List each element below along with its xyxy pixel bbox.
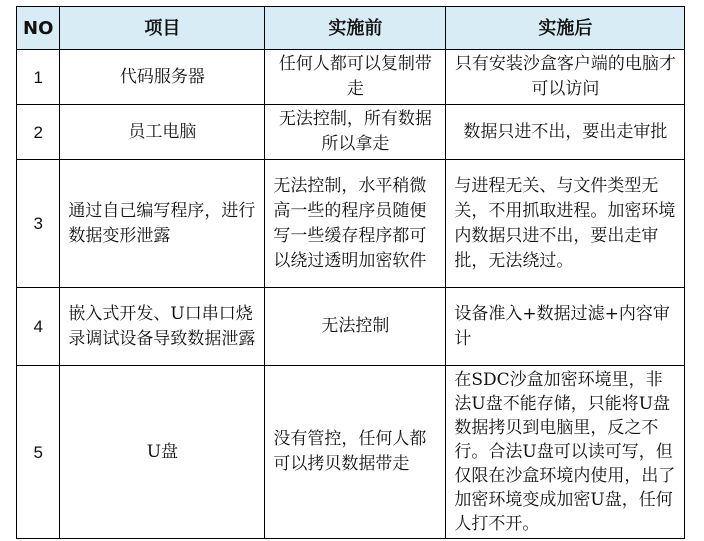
row-no: 1 bbox=[17, 50, 60, 105]
row-after: 与进程无关、与文件类型无关，不用抓取进程。加密环境内数据只进不出，要出走审批，无法绕过。 bbox=[446, 160, 685, 288]
row-before: 任何人都可以复制带走 bbox=[265, 50, 446, 105]
row-item: 嵌入式开发、U口串口烧录调试设备导致数据泄露 bbox=[60, 288, 265, 366]
table-row bbox=[17, 288, 685, 366]
row-before: 没有管控，任何人都可以拷贝数据带走 bbox=[265, 366, 446, 539]
row-before: 无法控制，所有数据所以拿走 bbox=[265, 105, 446, 160]
row-before: 无法控制 bbox=[265, 288, 446, 366]
row-item: U盘 bbox=[60, 366, 265, 539]
header-after: 实施后 bbox=[446, 7, 685, 50]
row-after: 数据只进不出，要出走审批 bbox=[446, 105, 685, 160]
row-before: 无法控制，水平稍微高一些的程序员随便写一些缓存程序都可以绕过透明加密软件 bbox=[265, 160, 446, 288]
row-no: 3 bbox=[17, 160, 60, 288]
row-after: 在SDC沙盒加密环境里，非法U盘不能存储，只能将U盘数据拷贝到电脑里，反之不行。合法U盘可以读可写，但仅限在沙盒环境内使用，出了加密环境变成加密U盘，任何人打不开。 bbox=[446, 366, 685, 539]
row-no: 2 bbox=[17, 105, 60, 160]
header-before: 实施前 bbox=[265, 7, 446, 50]
row-item: 员工电脑 bbox=[60, 105, 265, 160]
row-no: 5 bbox=[17, 366, 60, 539]
row-item: 代码服务器 bbox=[60, 50, 265, 105]
table-row bbox=[17, 105, 685, 160]
header-no: NO bbox=[17, 7, 60, 50]
table-row bbox=[17, 366, 685, 539]
table-row bbox=[17, 160, 685, 288]
row-after: 只有安装沙盒客户端的电脑才可以访问 bbox=[446, 50, 685, 105]
header-item: 项目 bbox=[60, 7, 265, 50]
row-item: 通过自己编写程序，进行数据变形泄露 bbox=[60, 160, 265, 288]
row-no: 4 bbox=[17, 288, 60, 366]
row-after: 设备准入+数据过滤+内容审计 bbox=[446, 288, 685, 366]
table-row bbox=[17, 50, 685, 105]
comparison-table bbox=[16, 6, 685, 539]
header-row bbox=[17, 7, 685, 50]
